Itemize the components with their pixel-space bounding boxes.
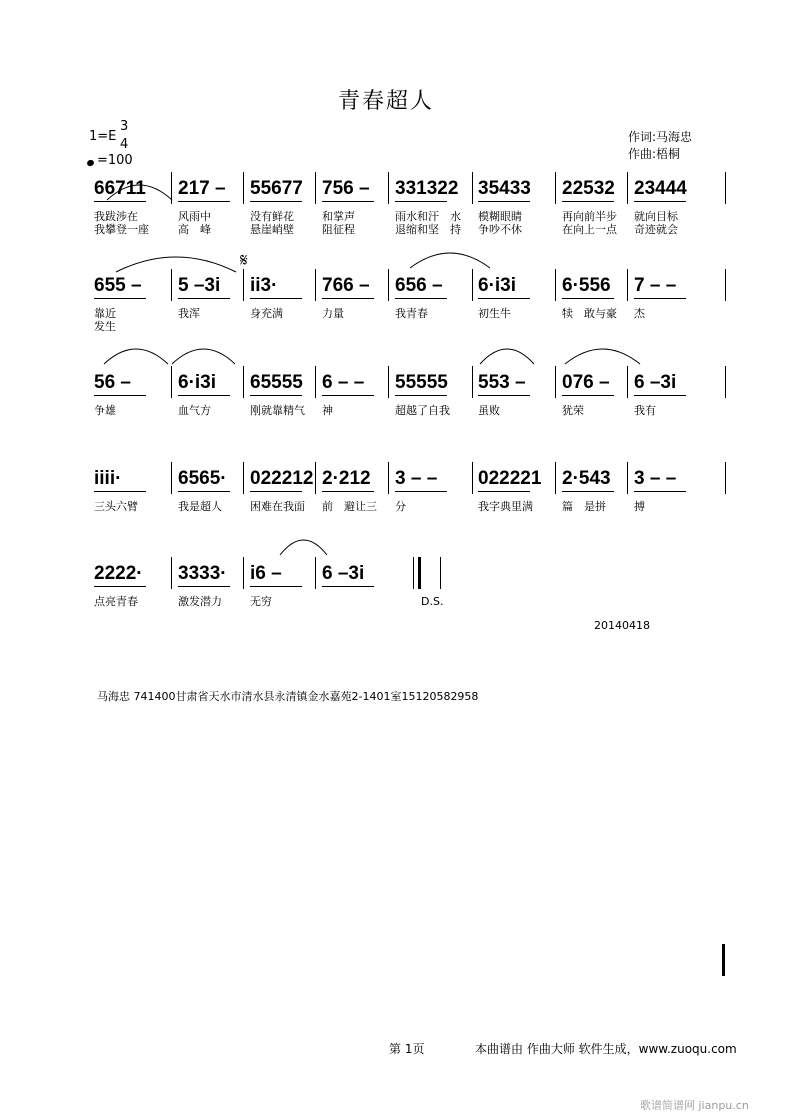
lyric-line-1: 我青春 <box>395 307 428 320</box>
measure-notes: 6565· <box>178 468 227 489</box>
lyric-line-1: 犊 敢与豪 <box>562 307 617 320</box>
measure-notes: 6 –3i <box>634 372 677 393</box>
lyric-line-1: 虽败 <box>478 404 500 417</box>
measure-notes: 6·i3i <box>178 372 217 393</box>
time-sig-bottom: 4 <box>120 137 129 152</box>
measure-notes: 6·556 <box>562 275 611 296</box>
lyric-line-2: 退缩和坚 持 <box>395 223 461 236</box>
lyric-line-1: 风雨中 <box>178 210 211 223</box>
slur-arc <box>280 540 327 555</box>
lyric-line-1: 前 避让三 <box>322 500 377 513</box>
lyric-line-2: 我攀登一座 <box>94 223 149 236</box>
measure-notes: 3 – – <box>395 468 438 489</box>
measure-notes: 6 –3i <box>322 563 365 584</box>
measure-notes: 2·543 <box>562 468 611 489</box>
measure-notes: i6 – <box>250 563 282 584</box>
lyric-line-1: 血气方 <box>178 404 211 417</box>
measure-notes: 766 – <box>322 275 370 296</box>
measure-notes: 3 – – <box>634 468 677 489</box>
measure-notes: 756 – <box>322 178 370 199</box>
lyric-line-1: 雨水和汗 水 <box>395 210 461 223</box>
measure-notes: 655 – <box>94 275 142 296</box>
lyric-line-1: 篇 是拼 <box>562 500 606 513</box>
tempo-value: =100 <box>97 153 133 168</box>
lyric-line-2: 争吵不休 <box>478 223 522 236</box>
contact-address: 马海忠 741400甘肃省天水市清水县永清镇金水嘉苑2-1401室15120582958 <box>97 690 479 703</box>
lyric-line-1: 没有鲜花 <box>250 210 294 223</box>
lyric-line-2: 悬崖峭壁 <box>250 223 294 236</box>
generator-credit: 本曲谱由 作曲大师 软件生成，www.zuoqu.com <box>475 1042 737 1056</box>
measure-notes: 022212 <box>250 468 314 489</box>
lyric-line-2: 高 峰 <box>178 223 211 236</box>
measure-notes: 553 – <box>478 372 526 393</box>
slur-arc <box>104 349 168 364</box>
measure-notes: 55677 <box>250 178 303 199</box>
lyric-line-1: 我字典里满 <box>478 500 533 513</box>
slur-arc <box>116 257 236 272</box>
song-title: 青春超人 <box>337 89 434 114</box>
lyric-line-1: 靠近 <box>94 307 116 320</box>
measure-notes: 65555 <box>250 372 303 393</box>
lyric-line-1: 超越了自我 <box>395 404 450 417</box>
lyric-line-1: 杰 <box>634 307 645 320</box>
lyric-line-1: 搏 <box>634 500 645 513</box>
lyric-line-1: 模糊眼睛 <box>478 210 522 223</box>
lyric-line-1: 分 <box>395 500 406 513</box>
date-stamp: 20140418 <box>594 619 650 632</box>
lyric-line-1: 再向前半步 <box>562 210 617 223</box>
slur-arc <box>410 253 490 268</box>
lyric-line-1: 点亮青春 <box>94 595 138 608</box>
measure-notes: 66711 <box>94 178 146 199</box>
measure-notes: 6·i3i <box>478 275 517 296</box>
measure-notes: 076 – <box>562 372 610 393</box>
measure-notes: 3333· <box>178 563 227 584</box>
measure-notes: 217 – <box>178 178 226 199</box>
lyric-line-2: 奇迹就会 <box>634 223 678 236</box>
lyric-line-1: 就向目标 <box>634 210 678 223</box>
lyric-line-1: 刚就靠精气 <box>250 404 305 417</box>
lyric-line-1: 我浑 <box>178 307 200 320</box>
lyric-line-1: 犹荣 <box>562 404 584 417</box>
slur-arc <box>480 349 534 364</box>
measure-notes: 5 –3i <box>178 275 221 296</box>
lyric-line-2: 发生 <box>94 320 116 333</box>
measure-notes: ii3· <box>250 275 278 296</box>
measure-notes: 23444 <box>634 178 687 199</box>
slur-arc <box>565 349 640 364</box>
measure-notes: 35433 <box>478 178 531 199</box>
lyric-line-1: 激发潜力 <box>178 595 222 608</box>
measure-notes: iiii· <box>94 468 122 489</box>
lyric-line-1: 我是超人 <box>178 500 222 513</box>
measure-notes: 22532 <box>562 178 615 199</box>
measure-notes: 7 – – <box>634 275 677 296</box>
time-sig-top: 3 <box>120 119 129 134</box>
lyric-line-1: 和掌声 <box>322 210 355 223</box>
dal-segno-mark: D.S. <box>421 595 444 608</box>
lyricist-credit: 作词:马海忠 <box>628 130 693 144</box>
composer-credit: 作曲:梧桐 <box>628 147 681 161</box>
measure-notes: 022221 <box>478 468 542 489</box>
measure-notes: 2·212 <box>322 468 371 489</box>
measure-notes: 656 – <box>395 275 443 296</box>
lyric-line-1: 神 <box>322 404 333 417</box>
slur-arc <box>172 349 235 364</box>
key-signature: 1=E <box>89 129 117 144</box>
measure-notes: 331322 <box>395 178 459 199</box>
lyric-line-1: 困难在我面 <box>250 500 305 513</box>
measure-notes: 55555 <box>395 372 448 393</box>
lyric-line-1: 争雄 <box>94 404 116 417</box>
page-number: 第 1页 <box>389 1042 425 1056</box>
measure-notes: 6 – – <box>322 372 365 393</box>
lyric-line-1: 身充满 <box>250 307 283 320</box>
measure-notes: 2222· <box>94 563 143 584</box>
lyric-line-1: 力量 <box>322 307 344 320</box>
lyric-line-1: 我有 <box>634 404 656 417</box>
lyric-line-1: 无穷 <box>250 595 272 608</box>
watermark: 歌谱简谱网 jianpu.cn <box>640 1099 749 1112</box>
segno-icon: 𝄋 <box>240 250 248 271</box>
lyric-line-1: 三头六臂 <box>94 500 138 513</box>
measure-notes: 56 – <box>94 372 131 393</box>
lyric-line-1: 我跋涉在 <box>94 210 138 223</box>
lyric-line-2: 阻征程 <box>322 223 355 236</box>
slur-arc <box>107 185 172 200</box>
lyric-line-1: 初生牛 <box>478 307 511 320</box>
lyric-line-2: 在向上一点 <box>562 223 617 236</box>
